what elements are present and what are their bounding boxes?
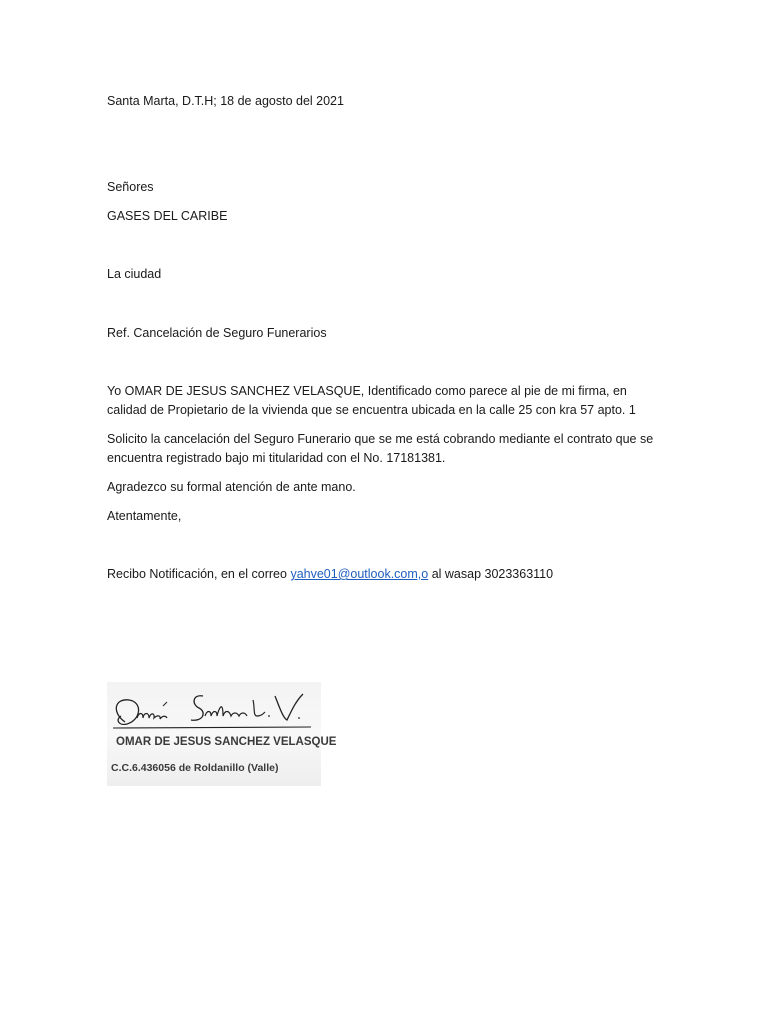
reference-line: Ref. Cancelación de Seguro Funerarios — [107, 326, 327, 340]
recipient-company: GASES DEL CARIBE — [107, 209, 228, 223]
salutation: Señores — [107, 180, 154, 194]
paragraph-identification: Yo OMAR DE JESUS SANCHEZ VELASQUE, Identificado como parece al pie de mi firma, en calidad de Propietario de la vivienda que se encuentra ubicada en la calle 25 con kra 57 apto. 1 — [107, 384, 636, 417]
notification-suffix: al wasap 3023363110 — [428, 567, 554, 581]
paragraph-request: Solicito la cancelación del Seguro Funerario que se me está cobrando mediante el contrato que se encuentra registrado bajo mi titularidad con el No. 17181381. — [107, 432, 654, 465]
notification-prefix: Recibo Notificación, en el correo — [107, 567, 291, 581]
email-link[interactable]: yahve01@outlook.com,o — [290, 567, 429, 581]
date-line: Santa Marta, D.T.H; 18 de agosto del 2021 — [107, 94, 344, 108]
recipient-city: La ciudad — [107, 267, 162, 281]
paragraph-thanks: Agradezco su formal atención de ante mano. — [107, 480, 356, 494]
signatory-id: C.C.6.436056 de Roldanillo (Valle) — [111, 762, 279, 774]
notification-line — [107, 565, 553, 583]
closing: Atentamente, — [107, 509, 182, 523]
signatory-name: OMAR DE JESUS SANCHEZ VELASQUE — [116, 736, 337, 748]
handwritten-signature — [107, 682, 321, 742]
signature-block — [107, 682, 337, 786]
